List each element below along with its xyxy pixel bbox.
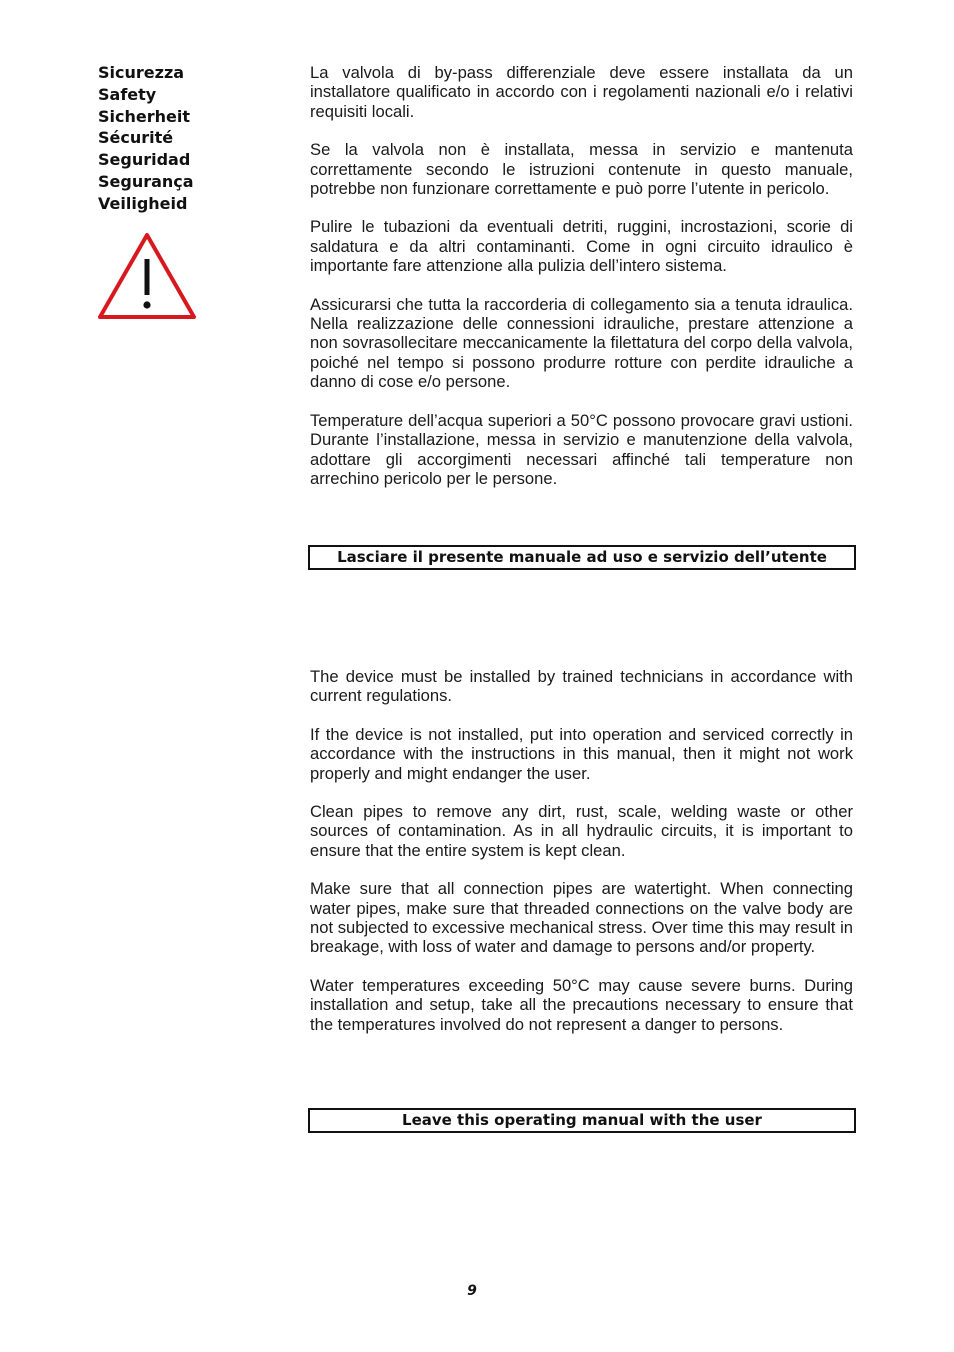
english-text-column (310, 667, 853, 1053)
safety-heading-pt: Segurança (98, 171, 194, 191)
italian-text-column (310, 63, 853, 507)
english-notice-box: Leave this operating manual with the user (308, 1108, 856, 1133)
page-number: 9 (467, 1283, 477, 1299)
safety-heading-nl: Veiligheid (98, 193, 188, 213)
paragraph-en-4: Make sure that all connection pipes are watertight. When connecting water pipes, make sure that threaded connections on the valve body are not subjected to excessive mechanical stress. Over time this may result in breakage, with loss of water and damage to persons and/or property. (310, 879, 853, 957)
paragraph-it-5: Temperature dell’acqua superiori a 50°C possono provocare gravi ustioni. Durante l’installazione, messa in servizio e manutenzione della valvola, adottare gli accorgimenti necessari affinché tali temperature non arrechino pericolo per le persone. (310, 410, 853, 488)
warning-triangle-icon (96, 231, 198, 321)
paragraph-it-2: Se la valvola non è installata, messa in servizio e mantenuta correttamente secondo le istruzioni contenute in questo manuale, potrebbe non funzionare correttamente e può porre l’utente in pericolo. (310, 140, 853, 199)
safety-heading-en: Safety (98, 84, 157, 104)
paragraph-en-1: The device must be installed by trained technicians in accordance with current regulations. (310, 667, 853, 706)
safety-heading-de: Sicherheit (98, 106, 190, 126)
safety-sidebar (98, 62, 268, 321)
paragraph-en-5: Water temperatures exceeding 50°C may cause severe burns. During installation and setup, take all the precautions necessary to ensure that the temperatures involved do not represent a danger to persons. (310, 975, 853, 1034)
paragraph-en-2: If the device is not installed, put into operation and serviced correctly in accordance with the instructions in this manual, then it might not work properly and might endanger the user. (310, 724, 853, 783)
safety-heading-es: Seguridad (98, 150, 191, 170)
paragraph-it-1: La valvola di by-pass differenziale deve essere installata da un installatore qualificato in accordo con i regolamenti nazionali e/o i relativi requisiti locali. (310, 63, 853, 121)
paragraph-it-4: Assicurarsi che tutta la raccorderia di collegamento sia a tenuta idraulica. Nella realizzazione delle connessioni idrauliche, prestare attenzione a non sovrasollecitare meccanicamente la filettatura del corpo della valvola, poiché nel tempo si possono produrre rotture con perdite idrauliche a danno di cose e/o persone. (310, 294, 853, 392)
safety-heading-fr: Sécurité (98, 128, 174, 148)
italian-notice-box: Lasciare il presente manuale ad uso e servizio dell’utente (308, 545, 856, 570)
paragraph-en-3: Clean pipes to remove any dirt, rust, scale, welding waste or other sources of contamination. As in all hydraulic circuits, it is important to ensure that the entire system is kept clean. (310, 802, 853, 860)
safety-heading-list (98, 62, 268, 215)
paragraph-it-3: Pulire le tubazioni da eventuali detriti, ruggini, incrostazioni, scorie di saldatura e da altri contaminanti. Come in ogni circuito idraulico è importante fare attenzione alla pulizia dell’intero sistema. (310, 217, 853, 276)
safety-heading-it: Sicurezza (98, 63, 185, 82)
